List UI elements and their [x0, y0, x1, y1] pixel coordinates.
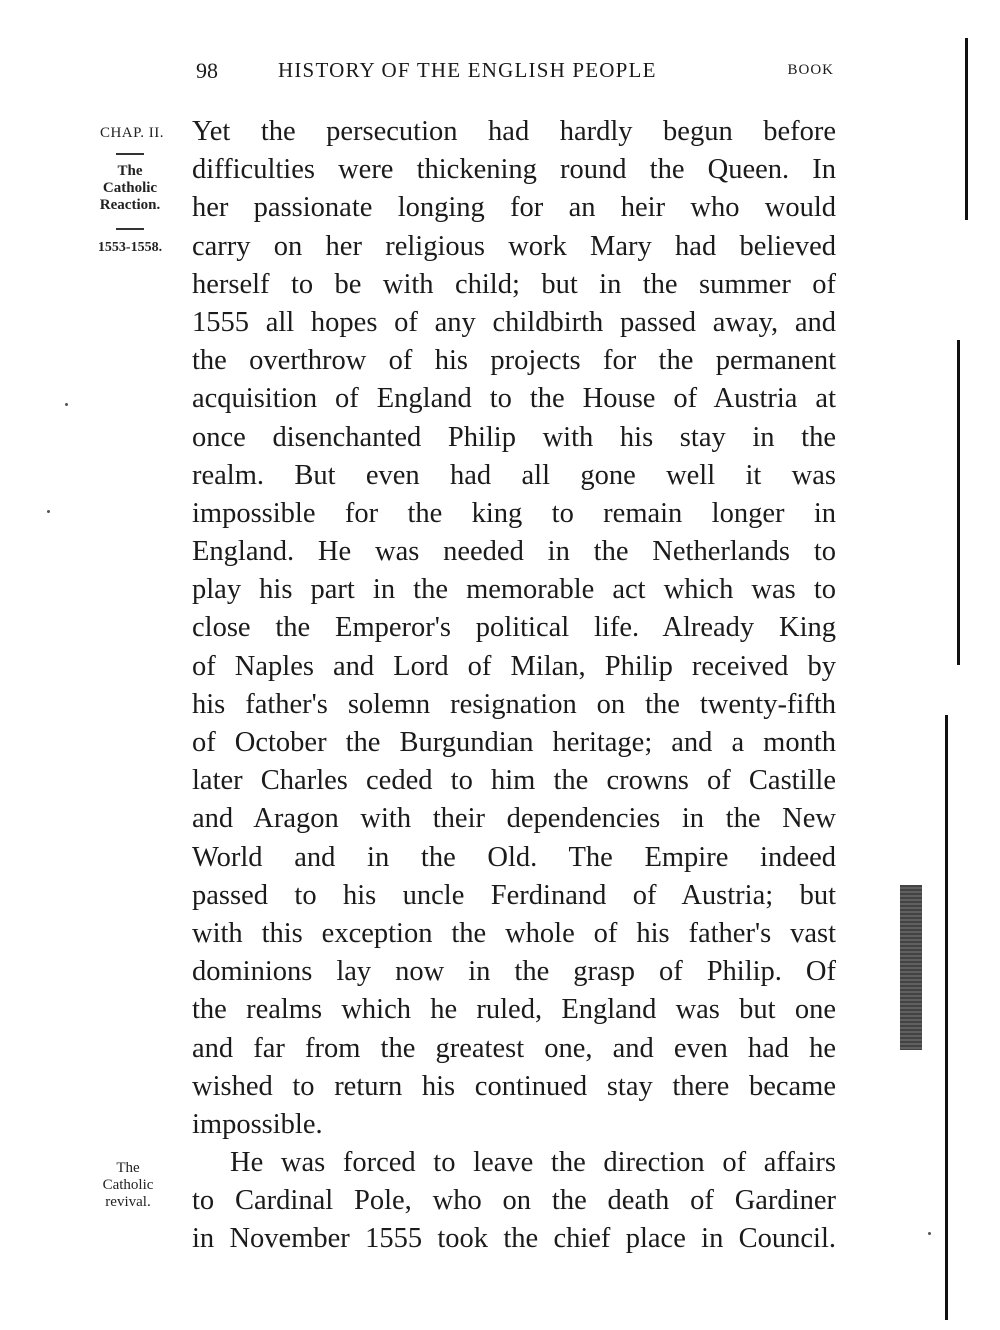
text-line: World and in the Old. The Empire indeed	[192, 841, 836, 873]
sidenote-line: Catholic	[102, 180, 158, 196]
sidenote-line: The	[116, 1160, 140, 1176]
scan-speck	[47, 510, 50, 513]
text-line: dominions lay now in the grasp of Philip. Of	[192, 956, 836, 988]
text-line: in November 1555 took the chief place in Council.	[192, 1223, 836, 1255]
text-line: the realms which he ruled, England was but one	[192, 994, 836, 1026]
text-line: with this exception the whole of his father's vast	[192, 917, 836, 949]
text-line: acquisition of England to the House of Austria at	[192, 383, 836, 415]
page-number: 98	[196, 58, 218, 83]
running-head	[196, 58, 836, 86]
running-title: HISTORY OF THE ENGLISH PEOPLE	[278, 58, 657, 82]
scan-speck	[65, 403, 68, 406]
text-line: of Naples and Lord of Milan, Philip received by	[192, 650, 836, 682]
text-line: and Aragon with their dependencies in the New	[192, 803, 836, 835]
text-line: realm. But even had all gone well it was	[192, 459, 836, 491]
paragraph-1	[192, 113, 836, 1144]
body-text	[192, 113, 836, 1259]
text-line: 1555 all hopes of any childbirth passed away, and	[192, 306, 836, 338]
text-line: carry on her religious work Mary had believed	[192, 230, 836, 262]
running-section: BOOK	[787, 62, 834, 78]
text-line: herself to be with child; but in the summer of	[192, 268, 836, 300]
scan-edge-line	[945, 715, 948, 1320]
sidenote-topic-catholic-revival	[78, 1160, 178, 1211]
sidenote-topic-catholic-reaction	[80, 163, 180, 214]
text-line: close the Emperor's political life. Already King	[192, 612, 836, 644]
sidenote-rule	[116, 153, 144, 155]
text-line: Yet the persecution had hardly begun before	[192, 116, 836, 147]
scan-speck	[928, 1232, 931, 1235]
sidenote-line: The	[117, 163, 143, 179]
sidenote-line: revival.	[105, 1194, 151, 1210]
text-line: to Cardinal Pole, who on the death of Gardiner	[192, 1185, 836, 1217]
text-line: difficulties were thickening round the Queen. In	[192, 154, 836, 186]
text-line: wished to return his continued stay there became	[192, 1070, 836, 1102]
text-line: England. He was needed in the Netherlands to	[192, 536, 836, 568]
text-line: passed to his uncle Ferdinand of Austria; but	[192, 879, 836, 911]
sidenote-rule	[116, 228, 144, 230]
scan-smudge	[900, 885, 922, 1050]
text-line: later Charles ceded to him the crowns of Castille	[192, 765, 836, 797]
text-line: play his part in the memorable act which was to	[192, 574, 836, 606]
text-line: once disenchanted Philip with his stay in the	[192, 421, 836, 453]
text-line: impossible for the king to remain longer in	[192, 497, 836, 529]
text-line: impossible.	[192, 1108, 323, 1140]
scan-edge-line	[957, 340, 960, 665]
sidenote-chapter: CHAP. II.	[99, 125, 165, 141]
sidenote-line: Reaction.	[99, 197, 161, 213]
scan-edge-line	[965, 38, 968, 220]
sidenote-line: Catholic	[102, 1177, 154, 1193]
text-line: of October the Burgundian heritage; and a month	[192, 727, 836, 758]
paragraph-2	[192, 1144, 836, 1259]
text-line: and far from the greatest one, and even had he	[192, 1032, 836, 1064]
text-line: his father's solemn resignation on the twenty-fifth	[192, 688, 836, 720]
text-line: He was forced to leave the direction of affairs	[230, 1147, 836, 1179]
text-line: her passionate longing for an heir who would	[192, 192, 836, 224]
sidenote-dates: 1553-1558.	[97, 240, 163, 255]
text-line: the overthrow of his projects for the permanent	[192, 345, 836, 377]
